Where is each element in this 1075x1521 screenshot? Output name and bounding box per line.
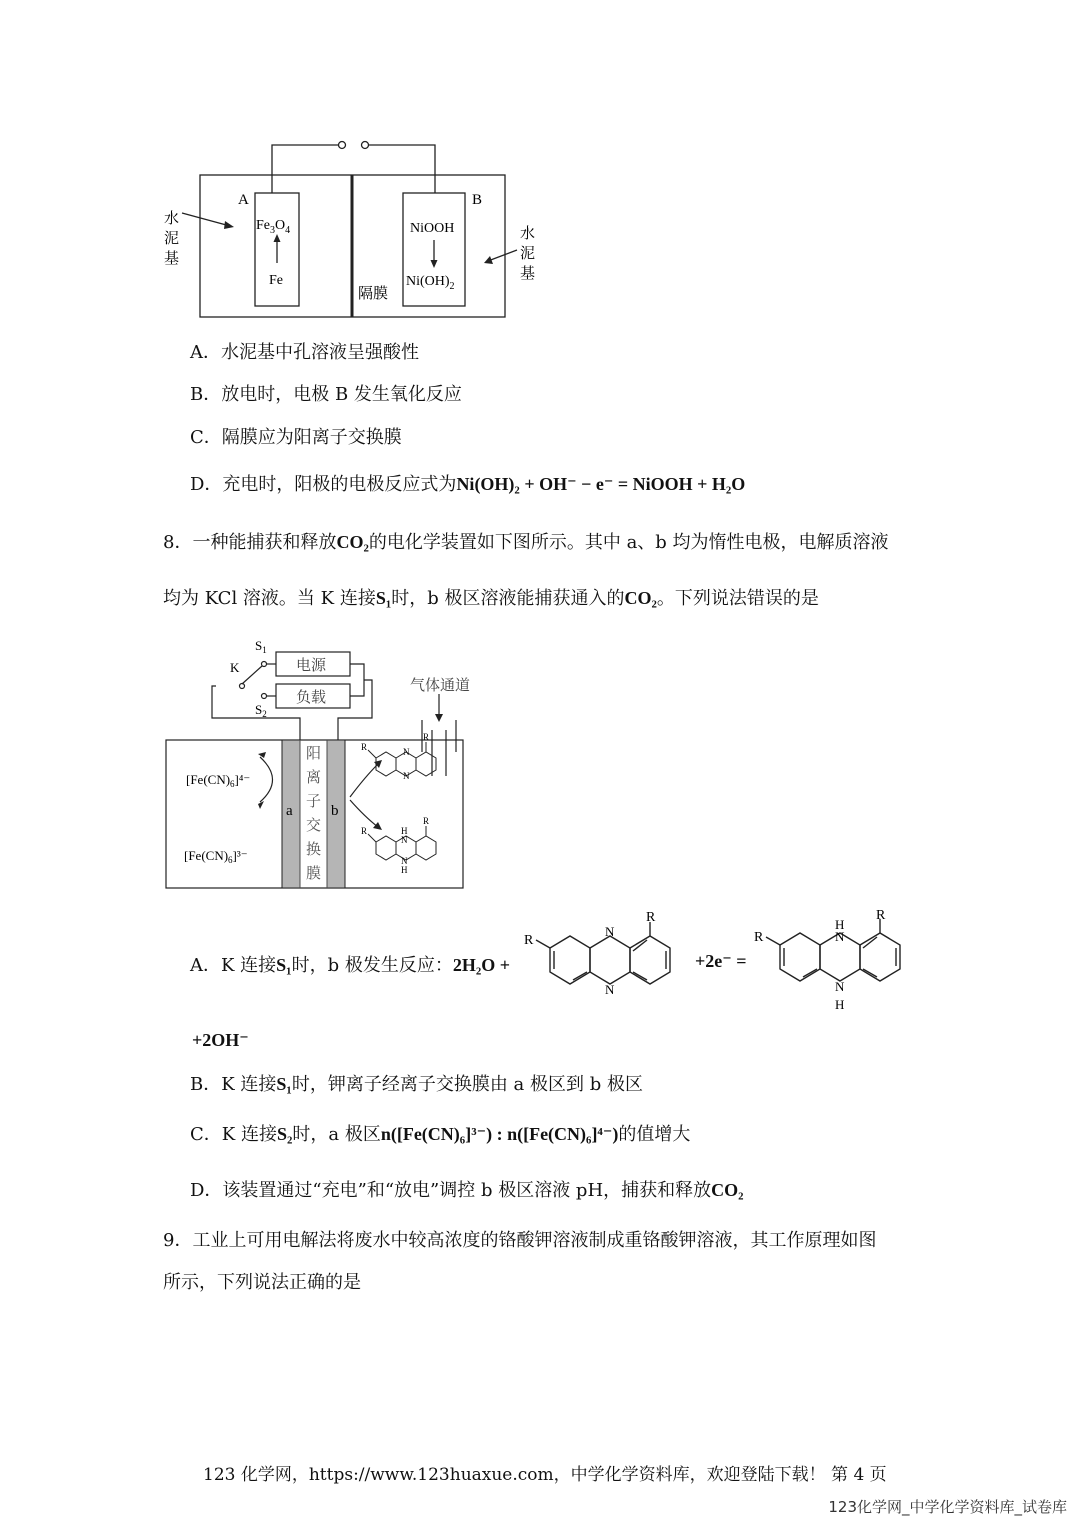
q8-option-c: C．K 连接S₂时，a 极区n([Fe(CN)₆]³⁻) : n([Fe(CN)₆]⁴⁻)的值增大 xyxy=(190,1124,691,1145)
switch-s1-label: $S_1$ xyxy=(255,638,267,655)
gas-channel-label: 气体通道 xyxy=(410,678,471,694)
cement-left-1: 水 xyxy=(164,211,180,227)
q7-option-d-formula: Ni(OH)₂ + OH⁻ − e⁻ = NiOOH + H₂O xyxy=(456,474,746,494)
co2-capture-diagram xyxy=(160,632,480,894)
watermark: 123化学网_中学化学资料库_试卷库 xyxy=(828,1498,1067,1516)
fe-cn-4-label: $[Fe(CN)_6]^{4-}$ xyxy=(186,772,251,789)
q7-option-d-prefix: D．充电时，阳极的电极反应式为 xyxy=(190,474,457,495)
cement-right-3: 基 xyxy=(520,266,536,282)
fe-label: Fe xyxy=(269,273,283,288)
electrode-b-label: b xyxy=(331,803,339,819)
membrane-label: 隔膜 xyxy=(358,286,389,302)
q8-stem-line1: 8．一种能捕获和释放CO₂的电化学装置如下图所示。其中 a、b 均为惰性电极，电解质溶液 xyxy=(163,532,889,553)
r-label-2: R xyxy=(423,732,430,742)
q8-option-a: A．K 连接S₁时，b 极发生反应：2H₂O + xyxy=(190,955,510,976)
label-b: B xyxy=(472,192,483,208)
struct2-r-left: R xyxy=(754,930,764,945)
cement-right-2: 泥 xyxy=(520,246,536,262)
q8-stem-line2: 均为 KCl 溶液。当 K 连接S₁时，b 极区溶液能捕获通入的CO₂。下列说法错误的是 xyxy=(163,588,819,609)
nh-label-4: H xyxy=(401,865,408,875)
fe-cn-3-label: $[Fe(CN)_6]^{3-}$ xyxy=(184,848,248,865)
r-label-3: R xyxy=(361,826,368,836)
n-label-2: N xyxy=(403,771,410,781)
q8-option-a-2e: +2e⁻ = xyxy=(695,951,747,971)
dihydrophenazine-structure xyxy=(750,905,915,1020)
membrane-char-3: 子 xyxy=(306,794,322,810)
nh-label-2: N xyxy=(401,835,408,845)
n-label-1: N xyxy=(403,747,410,757)
r-label-4: R xyxy=(423,816,430,826)
struct-r-top: R xyxy=(646,910,656,925)
page-footer: 123 化学网，https://www.123huaxue.com，中学化学资料库，欢迎登陆下载！ 第 4 页 xyxy=(203,1465,887,1485)
electrode-a-label: a xyxy=(286,803,293,819)
fe3o4-label: $Fe_3O_4$ xyxy=(256,218,291,236)
membrane-char-4: 交 xyxy=(306,818,322,834)
struct2-n-bottom: N xyxy=(835,979,845,994)
battery-diagram xyxy=(160,130,550,325)
power-label: 电源 xyxy=(296,658,327,674)
nioh2-label: $Ni(OH)_2$ xyxy=(406,274,455,292)
membrane-char-2: 离 xyxy=(306,770,322,786)
membrane-char-1: 阳 xyxy=(306,746,322,762)
q8-option-d: D．该装置通过“充电”和“放电”调控 b 极区溶液 pH，捕获和释放CO₂ xyxy=(190,1180,744,1201)
struct2-h-bottom: H xyxy=(835,997,845,1012)
q7-option-d xyxy=(190,470,745,496)
switch-s2-label: $S_2$ xyxy=(255,702,267,719)
q7-option-b: B．放电时，电极 B 发生氧化反应 xyxy=(190,384,462,405)
q8-option-b: B．K 连接S₁时，钾离子经离子交换膜由 a 极区到 b 极区 xyxy=(190,1074,643,1095)
q9-line1: 9．工业上可用电解法将废水中较高浓度的铬酸钾溶液制成重铬酸钾溶液，其工作原理如图 xyxy=(163,1230,877,1251)
switch-k-label: K xyxy=(230,660,240,675)
cement-right-1: 水 xyxy=(520,226,536,242)
struct2-n-top: N xyxy=(835,929,845,944)
struct2-h-top: H xyxy=(835,917,845,932)
membrane-char-5: 换 xyxy=(306,842,322,858)
r-label-1: R xyxy=(361,742,368,752)
cement-left-2: 泥 xyxy=(164,231,180,247)
load-label: 负载 xyxy=(296,690,327,706)
membrane-char-6: 膜 xyxy=(306,866,322,882)
phenazine-structure xyxy=(520,910,695,1010)
cement-left-3: 基 xyxy=(164,251,180,267)
q7-option-a: A．水泥基中孔溶液呈强酸性 xyxy=(190,342,419,363)
struct2-r-top: R xyxy=(876,908,886,923)
nh-label-3: N xyxy=(401,856,408,866)
struct-r-left: R xyxy=(524,933,534,948)
q8-option-a-2oh: +2OH⁻ xyxy=(192,1030,249,1050)
q9-line2: 所示，下列说法正确的是 xyxy=(163,1272,361,1293)
niooh-label: NiOOH xyxy=(410,221,455,236)
nh-label-1: H xyxy=(401,826,408,836)
struct-n-bottom: N xyxy=(605,982,615,997)
label-a: A xyxy=(238,192,249,208)
struct-n-top: N xyxy=(605,924,615,939)
q7-option-c: C．隔膜应为阳离子交换膜 xyxy=(190,427,402,448)
